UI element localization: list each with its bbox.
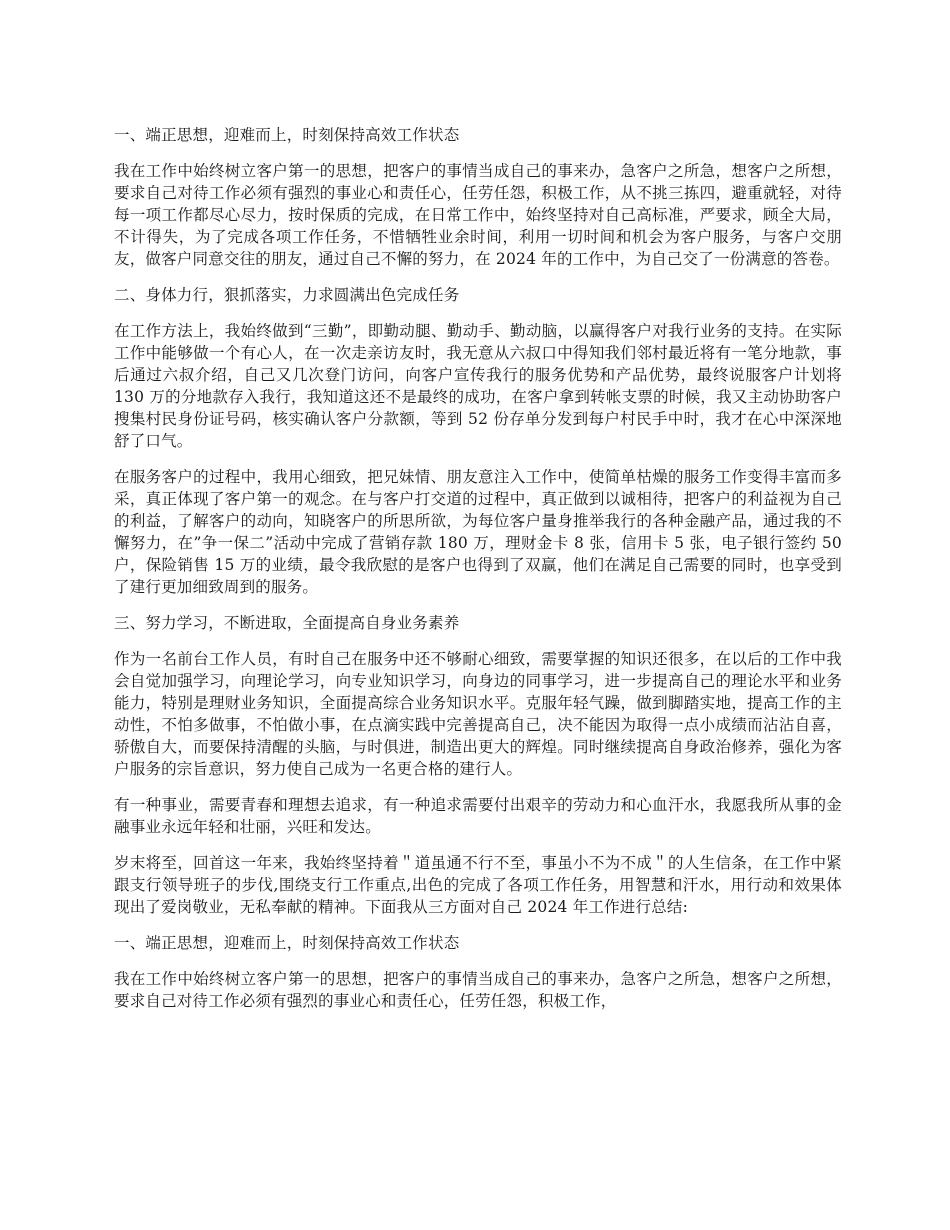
section-heading-4: 一、端正思想，迎难而上，时刻保持高效工作状态 bbox=[114, 934, 460, 952]
paragraph-6: 岁末将至，回首这一年来，我始终坚持着＂道虽通不行不至，事虽小不为不成＂的人生信条，在工作中紧跟支行领导班子的步伐,围绕支行工作重点,出色的完成了各项工作任务，用智慧和汗水，用行动和效果体现出了爱岗敬业，无私奉献的精神。下面我从三方面对自己 2024 年工作进行总结: bbox=[114, 854, 842, 916]
paragraph-4: 作为一名前台工作人员，有时自己在服务中还不够耐心细致，需要掌握的知识还很多，在以后的工作中我会自觉加强学习，向理论学习，向专业知识学习，向身边的同事学习，进一步提高自己的理论水平和业务能力，特别是理财业务知识，全面提高综合业务知识水平。克服年轻气躁，做到脚踏实地，提高工作的主动性，不怕多做事，不怕做小事，在点滴实践中完善提高自己，决不能因为取得一点小成绩而沾沾自喜，骄傲自大，而要保持清醒的头脑，与时俱进，制造出更大的辉煌。同时继续提高自身政治修养，强化为客户服务的宗旨意识，努力使自己成为一名更合格的建行人。 bbox=[114, 650, 842, 778]
paragraph-5: 有一种事业，需要青春和理想去追求，有一种追求需要付出艰辛的劳动力和心血汗水，我愿我所从事的金融事业永远年轻和壮丽，兴旺和发达。 bbox=[114, 796, 842, 836]
document-page bbox=[114, 124, 842, 1026]
paragraph-2: 在工作方法上，我始终做到“三勤”，即勤动腿、勤动手、勤动脑，以赢得客户对我行业务的支持。在实际工作中能够做一个有心人，在一次走亲访友时，我无意从六叔口中得知我们邻村最近将有一笔分地款，事后通过六叔介绍，自己又几次登门访问，向客户宣传我行的服务优势和产品优势，最终说服客户计划将 130 万的分地款存入我行，我知道这还不是最终的成功，在客户拿到转帐支票的时候，我又主动协助客户搜集村民身份证号码，核实确认客户分款额，等到 52 份存单分发到每户村民手中时，我才在心中深深地舒了口气。 bbox=[114, 322, 842, 450]
section-heading-1: 一、端正思想，迎难而上，时刻保持高效工作状态 bbox=[114, 126, 460, 144]
paragraph-7: 我在工作中始终树立客户第一的思想，把客户的事情当成自己的事来办，急客户之所急，想客户之所想，要求自己对待工作必须有强烈的事业心和责任心，任劳任怨，积极工作， bbox=[114, 970, 842, 1010]
paragraph-1: 我在工作中始终树立客户第一的思想，把客户的事情当成自己的事来办，急客户之所急，想客户之所想，要求自己对待工作必须有强烈的事业心和责任心，任劳任怨，积极工作，从不挑三拣四，避重就轻，对待每一项工作都尽心尽力，按时保质的完成，在日常工作中，始终坚持对自己高标准，严要求，顾全大局，不计得失，为了完成各项工作任务，不惜牺牲业余时间，利用一切时间和机会为客户服务，与客户交朋友，做客户同意交往的朋友，通过自己不懈的努力，在 2024 年的工作中，为自己交了一份满意的答卷。 bbox=[114, 162, 842, 268]
paragraph-3: 在服务客户的过程中，我用心细致，把兄妹情、朋友意注入工作中，使简单枯燥的服务工作变得丰富而多采，真正体现了客户第一的观念。在与客户打交道的过程中，真正做到以诚相待，把客户的利益视为自己的利益，了解客户的动向，知晓客户的所思所欲，为每位客户量身推举我行的各种金融产品，通过我的不懈努力，在”争一保二”活动中完成了营销存款 180 万，理财金卡 8 张，信用卡 5 张，电子银行签约 50 户，保险销售 15 万的业绩，最令我欣慰的是客户也得到了双赢，他们在满足自己需要的同时，也享受到了建行更加细致周到的服务。 bbox=[114, 468, 842, 596]
section-heading-3: 三、努力学习，不断进取，全面提高自身业务素养 bbox=[114, 614, 460, 632]
section-heading-2: 二、身体力行，狠抓落实，力求圆满出色完成任务 bbox=[114, 286, 460, 304]
